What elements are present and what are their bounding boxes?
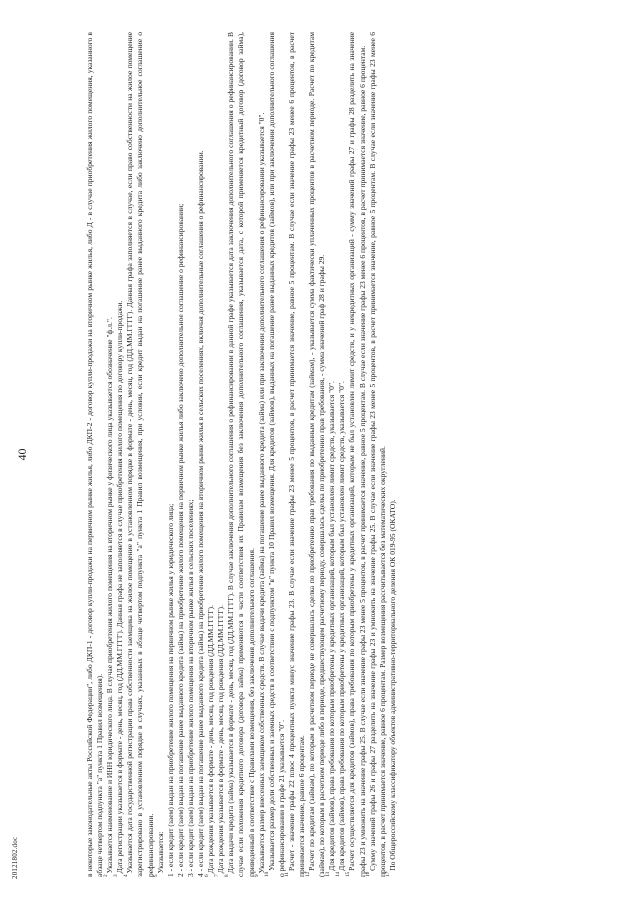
- footnote-mark: 2: [102, 874, 109, 877]
- footnote: [304, 32, 327, 877]
- footnote-mark: 3: [112, 874, 119, 877]
- footnote-text: Расчет по кредитам (займам), по которым в расчетном периоде не совершалась сделка по приобретению прав требования по выданным кредитам (займам), - указывается сумма фактически уплаченных процентов в расчетном периоде. Расчет по кредитам (займам), по которым в расчетном периоде либо в периоде, предшествующем расчетному периоду, совершалась сделка по приобретению прав требования, - сумма значений граф 28 и графы 29.: [307, 32, 327, 877]
- footnote: [176, 32, 186, 877]
- footnote-mark: 14: [334, 871, 341, 877]
- page-number: 40: [15, 448, 29, 461]
- footnote-mark: 10: [264, 871, 271, 877]
- footnote-text: Расчет осуществляется для кредитов (займов), права требования по которым приобретены у кредитных организаций, которым не был установлен лимит средств, и у некредитных организаций - сумму значений графы 27 и графы 28 разделить на значение графы 23 и умножить на значение графы 25. В случае если значение графы 23 менее 5 процентов, в расчет принимается значение, равное 5 процентам. В случае если значение графы 23 менее 6 процентов, в расчет принимается значение, равное 6 процентам.: [347, 32, 367, 877]
- rotated-page-content: [11, 32, 605, 879]
- footnote: [186, 32, 196, 877]
- footnote-text: Для кредитов (займов), права требования по которым приобретены у кредитных организаций, которым был установлен лимит средств, указывается "0".: [337, 381, 347, 871]
- footnote: [223, 32, 256, 877]
- footnote-mark: 15: [344, 871, 351, 877]
- footnote-mark: 13: [324, 871, 331, 877]
- footnote: [334, 32, 347, 877]
- footnote-text: 3 - если кредит (заем) выдан на приобретение жилого помещения на вторичном рынке жилья в сельских поселениях;: [185, 499, 195, 877]
- footnote-mark: 8: [223, 874, 230, 877]
- footnote: [166, 32, 176, 877]
- footnote-text: Указывается размер внесенных заемщиком собственных средств. В случае выдачи кредита (займа) на погашение ранее выданного кредита (займа) или при заключении дополнительного соглашения о рефинансировании указывается "0".: [256, 112, 266, 874]
- footnote-text: Для кредитов (займов), права требования по которым приобретены у кредитных организаций, которым был установлен лимит средств, указывается "0".: [327, 381, 337, 871]
- footnote: [102, 32, 115, 877]
- footnote: [213, 32, 226, 877]
- footnote-text: Указывается:: [155, 831, 165, 874]
- footnote-text: 4 - если кредит (заем) выдан на погашение ранее выданного кредита (займа) на приобретение жилого помещения на вторичном рынке жилья в сельских поселениях, включая дополнительные соглашения о рефинансировании.: [196, 150, 206, 877]
- footnote: [284, 32, 307, 877]
- footnote-mark: 11: [284, 872, 291, 877]
- footnote: [365, 32, 388, 877]
- footnote: [264, 32, 287, 877]
- footnote-mark: 7: [213, 874, 220, 877]
- footnotes-block: [85, 32, 398, 877]
- footnote: [122, 32, 155, 877]
- footnote: [196, 32, 206, 877]
- footnote-mark: 6: [203, 874, 210, 877]
- footnote-mark: 4: [122, 874, 129, 877]
- footnote-mark: 5: [153, 874, 160, 877]
- footnote-mark: 9: [254, 874, 261, 877]
- footnote-text: Дата выдачи кредита (займа) указывается в формате - день, месяц, год (ДД.ММ.ГГГГ). В случае заключения дополнительного соглашения о рефинансировании в данной графе указывается дата заключения дополнительного соглашения о рефинансировании. В случае если положения кредитного договора (договора займа) применяются в части соответствия их Правилам возмещения без заключения дополнительного соглашения, указывается дата, с которой применяется кредитный договор (договор займа), приведенный в соответствие с Правилами возмещения, без заключения дополнительного соглашения.: [226, 32, 256, 877]
- footnote-text: Указывается наименование и ИНН юридического лица. В случае приобретения жилого помещения на вторичном рынке у физического лица указывается обозначение "ф.л.".: [105, 317, 115, 874]
- footnote: [324, 32, 337, 877]
- footnote-text: Дата рождения указывается в формате - день, месяц, год рождения (ДД.ММ.ГГГГ).: [216, 605, 226, 874]
- footnote: [203, 32, 216, 877]
- footnote-text: Дата рождения указывается в формате - день, месяц, год рождения (ДД.ММ.ГГГГ).: [206, 605, 216, 874]
- footnote-text: 1 - если кредит (заем) выдан на приобретение жилого помещения на первичном рынке жилья у юридического лица;: [165, 503, 175, 877]
- footnote-mark: 16: [365, 871, 372, 877]
- footnote-text: Указывается дата государственной регистрации права собственности заемщика на жилое помещение в установленном порядке в формате - день, месяц, год (ДД.ММ.ГГГГ). Данная графа заполняется в случае, если право собственности на жилое помещение зарегистрировано в установленном порядке в случаях, указанных в абзаце четвертом подпункта "а" пункта 1 Правил возмещения, при условии, если кредит выдан на погашение ранее выданного кредита либо заключено дополнительное соглашение о рефинансировании.: [125, 32, 155, 877]
- footnote-text: в некоторые законодательные акты Российской Федерации", либо ДКП-1 - договор купли-продажи на первичном рынке жилья, либо ДКП-2 - договор купли-продажи на вторичном рынке жилья, либо Д - в случае приобретения жилого помещения, указанного в абзаце четвертом подпункта "а" пункта 1 Правил возмещения).: [85, 32, 105, 877]
- footnote: [112, 32, 125, 877]
- footnote-text: Сумму значений графы 26 и графы 27 разделить на значение графы 23 и умножить на значение графы 25. В случае если значение графы 23 менее 5 процентов, в расчет принимается значение, равное 5 процентам. В случае если значение графы 23 менее 6 процентов, в расчет принимается значение, равное 6 процентам. Размер возмещения рассчитывается без математических округлений.: [367, 32, 387, 877]
- footnote-mark: 12: [304, 871, 311, 877]
- footnote-text: Расчет - значение графы 22 плюс 4 процентных пункта минус значение графы 23. В случае если значение графы 23 менее 5 процентов, в расчет принимается значение, равное 5 процентам. В случае если значение графы 23 менее 6 процентов, в расчет принимается значение, равное 6 процентам.: [286, 32, 306, 877]
- footnote-text: Указывается размер доли собственных и заемных средств в соответствии с подпунктом "в" пункта 10 Правил возмещения. Для кредитов (займов), выданных на погашение ранее выданных кредитов (займов), или при заключении дополнительного соглашения о рефинансировании в графе 21 указывается "0".: [266, 32, 286, 877]
- footnote-mark: 17: [385, 871, 392, 877]
- footnote: [254, 32, 267, 877]
- footnote: [385, 32, 398, 877]
- footnote-text: По Общероссийскому классификатору объектов административно-территориального деления ОК 019-95 (ОКАТО).: [387, 499, 397, 871]
- footnote: [344, 32, 367, 877]
- footnote-text: Дата регистрации указывается в формате - день, месяц, год (ДД.ММ.ГГГГ). Данная графа не заполняется в случае приобретения жилого помещения по договору купли-продажи.: [115, 300, 125, 874]
- footnote: [153, 32, 166, 877]
- footnote: [85, 32, 105, 877]
- document-id: 20121802.doc: [11, 836, 19, 879]
- footnote-text: 2 - если кредит (заем) выдан на погашение ранее выданного кредита (займа) на приобретение жилого помещения на первичном рынке жилья либо заключено дополнительное соглашение о рефинансировании;: [175, 203, 185, 877]
